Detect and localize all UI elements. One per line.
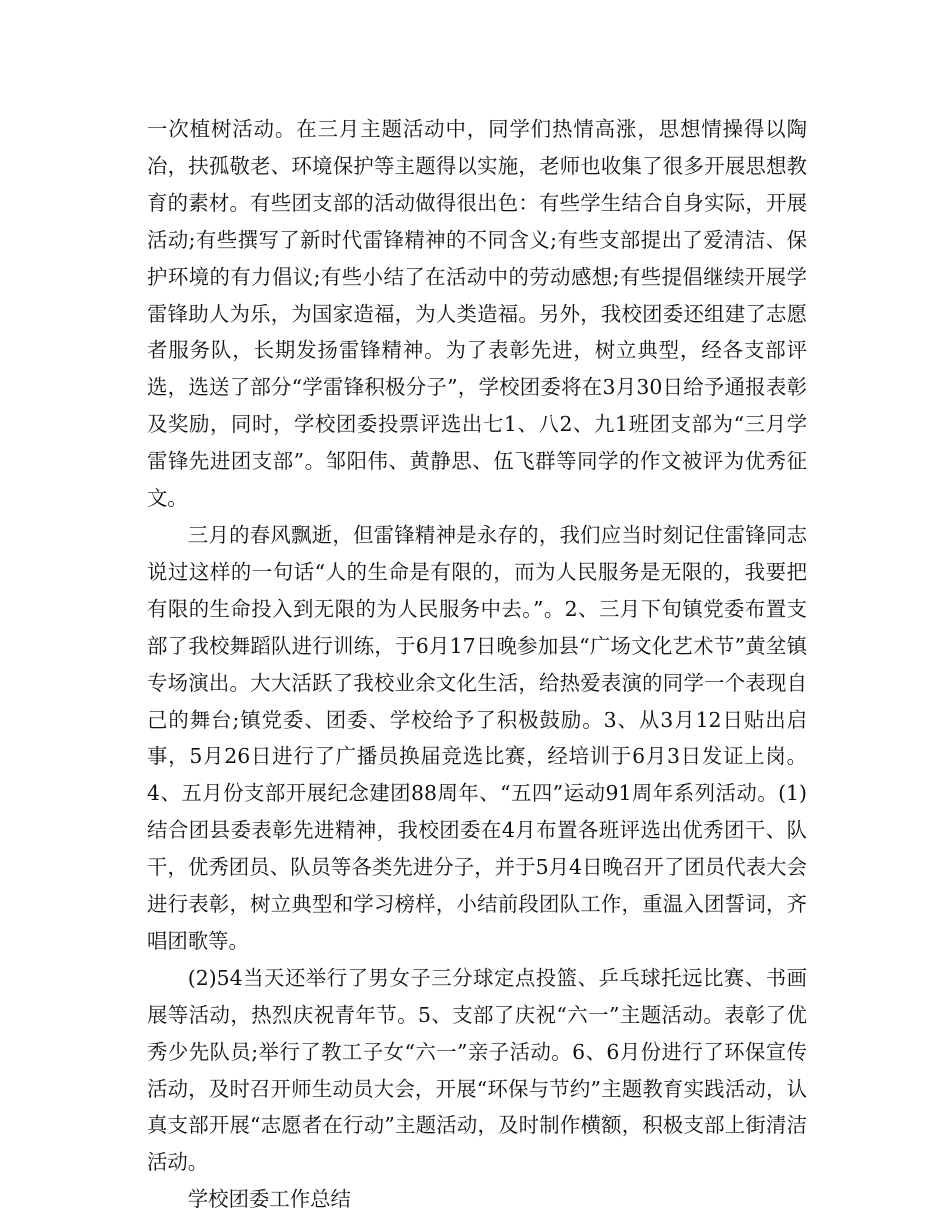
paragraph-3: (2)54当天还举行了男女子三分球定点投篮、乒乓球托远比赛、书画展等活动，热烈庆祝青年节。5、支部了庆祝“六一”主题活动。表彰了优秀少先队员;举行了教工子女“六一”亲子活动。6、6月份进行了环保宣传活动，及时召开师生动员大会，开展“环保与节约”主题教育实践活动，认真支部开展“志愿者在行动”主题活动，及时制作横额，积极支部上街清洁活动。 xyxy=(147,965,807,1175)
document-body xyxy=(147,111,807,1218)
paragraph-1: 一次植树活动。在三月主题活动中，同学们热情高涨，思想情操得以陶冶，扶孤敬老、环境保护等主题得以实施，老师也收集了很多开展思想教育的素材。有些团支部的活动做得很出色：有些学生结合自身实际，开展活动;有些撰写了新时代雷锋精神的不同含义;有些支部提出了爱清洁、保护环境的有力倡议;有些小结了在活动中的劳动感想;有些提倡继续开展学雷锋助人为乐，为国家造福，为人类造福。另外，我校团委还组建了志愿者服务队，长期发扬雷锋精神。为了表彰先进，树立典型，经各支部评选，选送了部分“学雷锋积极分子”，学校团委将在3月30日给予通报表彰及奖励，同时，学校团委投票评选出七1、八2、九1班团支部为“三月学雷锋先进团支部”。邹阳伟、黄静思、伍飞群等同学的作文被评为优秀征文。 xyxy=(147,117,807,511)
paragraph-2: 三月的春风飘逝，但雷锋精神是永存的，我们应当时刻记住雷锋同志说过这样的一句话“人的生命是有限的，而为人民服务是无限的，我要把有限的生命投入到无限的为人民服务中去。”。2、三月下旬镇党委布置支部了我校舞蹈队进行训练，于6月17日晚参加县“广场文化艺术节”黄坌镇专场演出。大大活跃了我校业余文化生活，给热爱表演的同学一个表现自己的舞台;镇党委、团委、学校给予了积极鼓励。3、从3月12日贴出启事，5月26日进行了广播员换届竞选比赛，经培训于6月3日发证上岗。4、五月份支部开展纪念建团88周年、“五四”运动91周年系列活动。(1)结合团县委表彰先进精神，我校团委在4月布置各班评选出优秀团干、队干，优秀团员、队员等各类先进分子，并于5月4日晚召开了团员代表大会进行表彰，树立典型和学习榜样，小结前段团队工作，重温入团誓词，齐唱团歌等。 xyxy=(147,522,807,953)
closing-title: 学校团委工作总结 xyxy=(187,1187,351,1212)
